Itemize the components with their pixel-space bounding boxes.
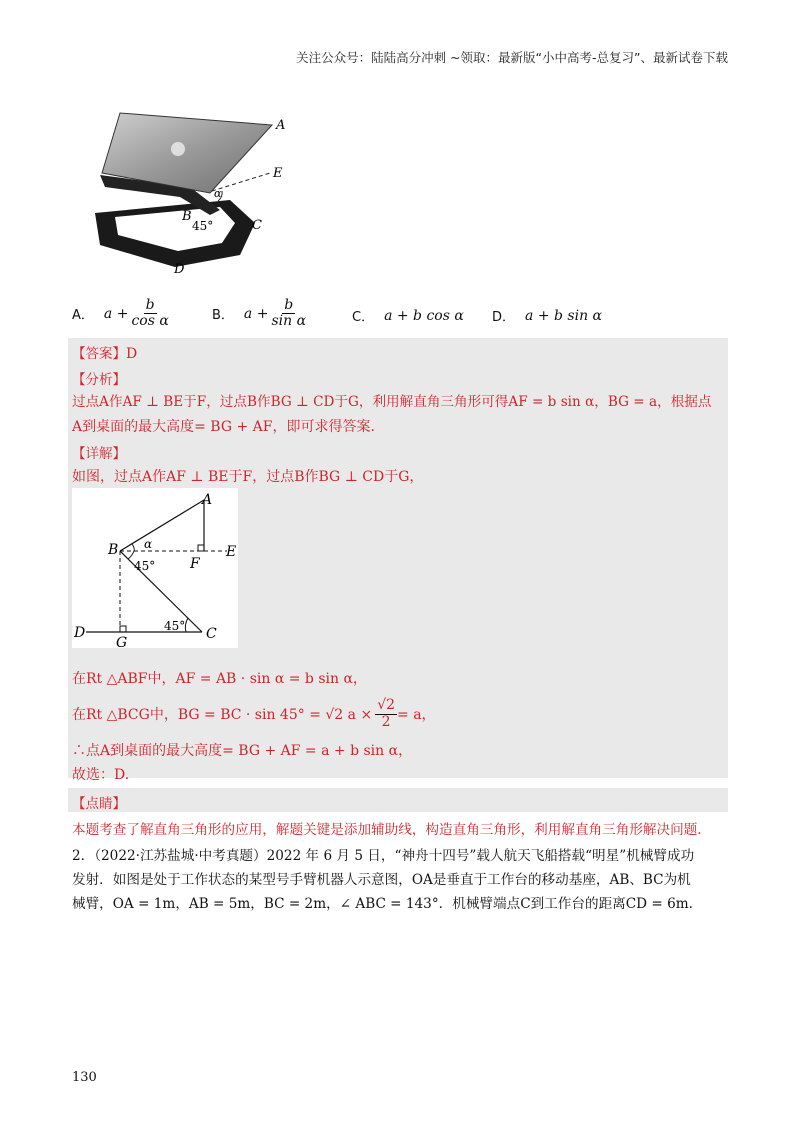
label-B: B <box>182 209 192 224</box>
detail-line-3: 在Rt △BCG中，BG = BC · sin 45° = √2 a × $\frac{√2}{2}$ = a， <box>72 697 436 730</box>
page-header: 关注公众号：陆陆高分冲刺 ~领取：最新版“小中高考-总复习”、最新试卷下载 <box>296 50 728 65</box>
page-number: 130 <box>72 1070 97 1085</box>
fig2-label-alpha: α <box>144 537 153 551</box>
answer-line: 【答案】D <box>72 346 138 362</box>
detail-line-5: 故选：D. <box>72 767 130 783</box>
label-C: C <box>252 218 262 233</box>
label-E: E <box>273 166 283 181</box>
problem2-line-1: 2．（2022·江苏盐城·中考真题）2022 年 6 月 5 日，“神舟十四号”载人航天飞船搭载“明星”机械臂成功 <box>72 848 695 864</box>
choice-d[interactable]: D． a + b sin α <box>492 307 602 325</box>
choice-c[interactable]: C． a + b cos α <box>352 307 464 325</box>
fig2-label-G: G <box>116 635 128 648</box>
laptop-stand-figure <box>90 105 300 285</box>
detail-tag: 【详解】 <box>72 446 126 462</box>
label-45: 45° <box>192 219 214 233</box>
fig2-label-F: F <box>190 556 200 572</box>
fig2-label-45-top: 45° <box>134 559 156 573</box>
fig2-label-A: A <box>202 492 213 508</box>
analysis-line-1: 过点A作AF ⊥ BE于F，过点B作BG ⊥ CD于G，利用解直角三角形可得AF = b sin α，BG = a，根据点 <box>72 394 712 410</box>
fig2-label-C: C <box>206 626 217 642</box>
problem2-line-2: 发射．如图是处于工作状态的某型号手臂机器人示意图，OA是垂直于工作台的移动基座，AB、BC为机 <box>72 872 691 888</box>
comment-text: 本题考查了解直角三角形的应用，解题关键是添加辅助线，构造直角三角形，利用解直角三角形解决问题. <box>72 822 702 838</box>
comment-panel <box>68 788 728 812</box>
detail-line-4: ∴点A到桌面的最大高度= BG + AF = a + b sin α， <box>72 743 413 759</box>
fig2-label-45-bottom: 45° <box>164 619 186 633</box>
fig2-label-E: E <box>226 544 237 560</box>
detail-line-1: 如图，过点A作AF ⊥ BE于F，过点B作BG ⊥ CD于G， <box>72 469 424 485</box>
choice-a[interactable]: A． a + $\frac{b}{\text{cos α}}$ <box>72 297 169 330</box>
analysis-line-2: A到桌面的最大高度= BG + AF，即可求得答案. <box>72 419 375 435</box>
answer-choices <box>72 298 732 334</box>
fig2-label-B: B <box>108 542 119 558</box>
label-D: D <box>174 262 185 277</box>
analysis-tag: 【分析】 <box>72 372 126 388</box>
detail-line-2: 在Rt △ABF中，AF = AB · sin α = b sin α， <box>72 671 367 687</box>
geometry-diagram <box>72 488 238 648</box>
fig2-label-D: D <box>74 625 86 641</box>
choice-b[interactable]: B． a + $\frac{b}{\text{sin α}}$ <box>212 297 307 330</box>
problem2-line-3: 械臂，OA = 1m，AB = 5m，BC = 2m，∠ ABC = 143°．机械臂端点C到工作台的距离CD = 6m. <box>72 896 693 912</box>
comment-tag: 【点睛】 <box>72 796 126 812</box>
label-A: A <box>276 118 286 133</box>
label-alpha: α <box>214 187 222 200</box>
